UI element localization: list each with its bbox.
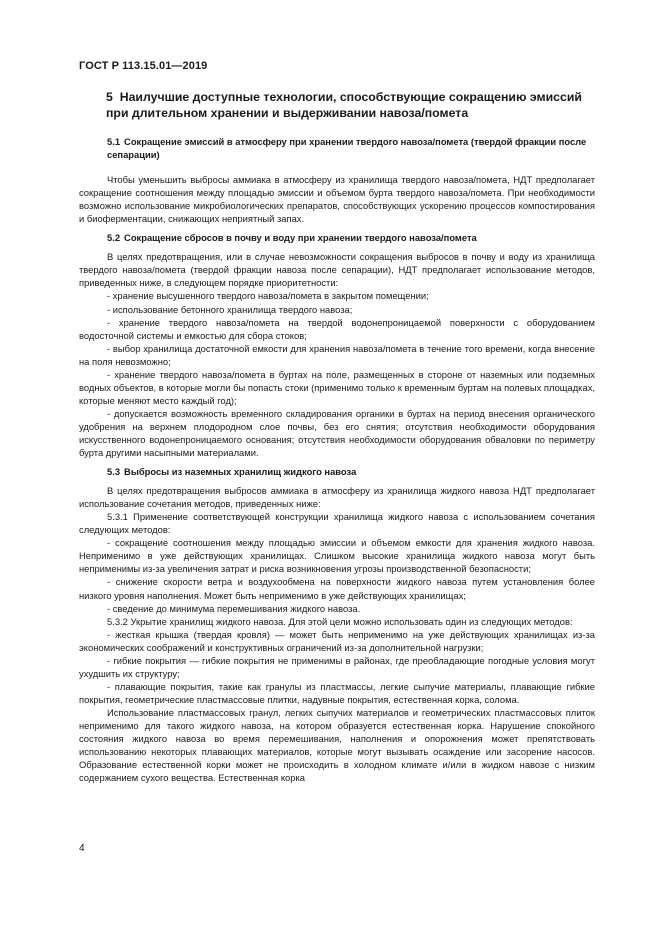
- subsection-number: 5.2: [107, 232, 121, 244]
- list-item: - использование бетонного хранилища твердого навоза;: [107, 303, 353, 315]
- list-item: - снижение скорости ветра и воздухообмена на поверхности жидкого навоза путем установления более низкого уровня наполнения. Может быть неприменимо в уже действующих хранилищах;: [79, 576, 595, 601]
- section-title: [79, 89, 595, 121]
- section-title-text: Наилучшие доступные технологии, способствующие сокращению эмиссий при длительном хранении и выдерживании навоза/помета: [106, 90, 582, 120]
- list-item: - жесткая крышка (твердая кровля) — может быть неприменимо на уже действующих хранилищах из-за экономических соображений и конструктивных ограничений из-за дополнительной нагрузки;: [79, 628, 595, 653]
- page-number: 4: [79, 843, 85, 854]
- subsection-title-5-1: [79, 135, 595, 161]
- document-header: ГОСТ Р 113.15.01—2019: [79, 60, 208, 72]
- paragraph: 5.3.1 Применение соответствующей конструкции хранилища жидкого навоза с использованием сочетания следующих методов:: [79, 511, 595, 536]
- paragraph: Использование пластмассовых гранул, легких сыпучих материалов и геометрических пластмассовых плиток неприменимо для такого жидкого навоза, на котором образуется естественная корка. Нарушение спокойного состояния жидкого навоза во время перемешивания, наполнения и опорожнения может препятствовать использованию некоторых плавающих материалов, которые могут вызывать осаждение или засорение насосов. Образование естественной корки может не происходить в холодном климате и/или в жидком навозе с низким содержанием сухого вещества. Естественная корка: [79, 706, 595, 784]
- list-item: - сведение до минимума перемешивания жидкого навоза.: [107, 602, 361, 614]
- paragraph: В целях предотвращения, или в случае невозможности сокращения выбросов в почву и воду из хранилища твердого навоза/помета (твердой фракции навоза после сепарации), НДТ предполагает использование методов, приведенных ниже, в следующем порядке приоритетности:: [79, 251, 595, 289]
- subsection-number: 5.3: [107, 466, 121, 478]
- paragraph: 5.3.2 Укрытие хранилищ жидкого навоза. Для этой цели можно использовать один из следующих методов:: [107, 615, 573, 627]
- list-item: - плавающие покрытия, такие как гранулы из пластмассы, легкие сыпучие материалы, плавающие гибкие покрытия, геометрические пластмассовые плитки, надувные покрытия, естественная корка, солома.: [79, 680, 595, 705]
- subsection-title-text: Сокращение сбросов в почву и воду при хранении твердого навоза/помета: [124, 232, 477, 244]
- subsection-title-5-2: [79, 231, 595, 244]
- subsection-title-text: Сокращение эмиссий в атмосферу при хранении твердого навоза/помета (твердой фракции после сепарации): [107, 136, 587, 161]
- list-item: - хранение высушенного твердого навоза/помета в закрытом помещении;: [107, 290, 429, 302]
- list-item: - гибкие покрытия — гибкие покрытия не применимы в районах, где преобладающие погодные условия могут ухудшить их структуру;: [79, 654, 595, 679]
- list-item: - допускается возможность временного складирования органики в буртах на период внесения органического удобрения на верхнем плодородном слое почвы, без его снятия; отсутствия необходимости оборудования искусственного водонепроницаемого основания; отсутствия необходимости оборудования обваловки по периметру бурта другими насыпными материалами.: [79, 407, 595, 459]
- paragraph: В целях предотвращения выбросов аммиака в атмосферу из хранилища жидкого навоза НДТ предполагает использование сочетания методов, приведенных ниже:: [79, 485, 595, 510]
- list-item: - сокращение соотношения между площадью эмиссии и объемом емкости для хранения жидкого навоза. Неприменимо в уже действующих хранилищах. Слишком высокие хранилища жидкого навоза могут быть неприменимы из-за увеличения затрат и риска возникновения угрозы производственной безопасности;: [79, 537, 595, 575]
- paragraph: Чтобы уменьшить выбросы аммиака в атмосферу из хранилища твердого навоза/помета, НДТ предполагает сокращение соотношения между площадью эмиссии и объемом бурта твердого навоза/помета. При необходимости возможно использование микробиологических препаратов, способствующих ускорению процессов компостирования и биоферментации, снижающих неприятный запах.: [79, 174, 595, 225]
- subsection-title-text: Выбросы из наземных хранилищ жидкого навоза: [124, 466, 357, 478]
- list-item: - хранение твердого навоза/помета на твердой водонепроницаемой поверхности с оборудованием водосточной системы и емкостью для сбора стоков;: [79, 316, 595, 341]
- document-body: [79, 89, 595, 784]
- list-item: - хранение твердого навоза/помета в буртах на поле, размещенных в стороне от наземных или подземных водных объектов, в которые могли бы попасть стоки (применимо только к временным буртам на полевых площадках, которые меняют место каждый год);: [79, 368, 595, 406]
- subsection-title-5-3: [79, 465, 595, 478]
- section-number: 5: [106, 90, 113, 104]
- subsection-number: 5.1: [107, 136, 121, 147]
- list-item: - выбор хранилища достаточной емкости для хранения навоза/помета в течение того времени, когда внесение на поля невозможно;: [79, 342, 595, 367]
